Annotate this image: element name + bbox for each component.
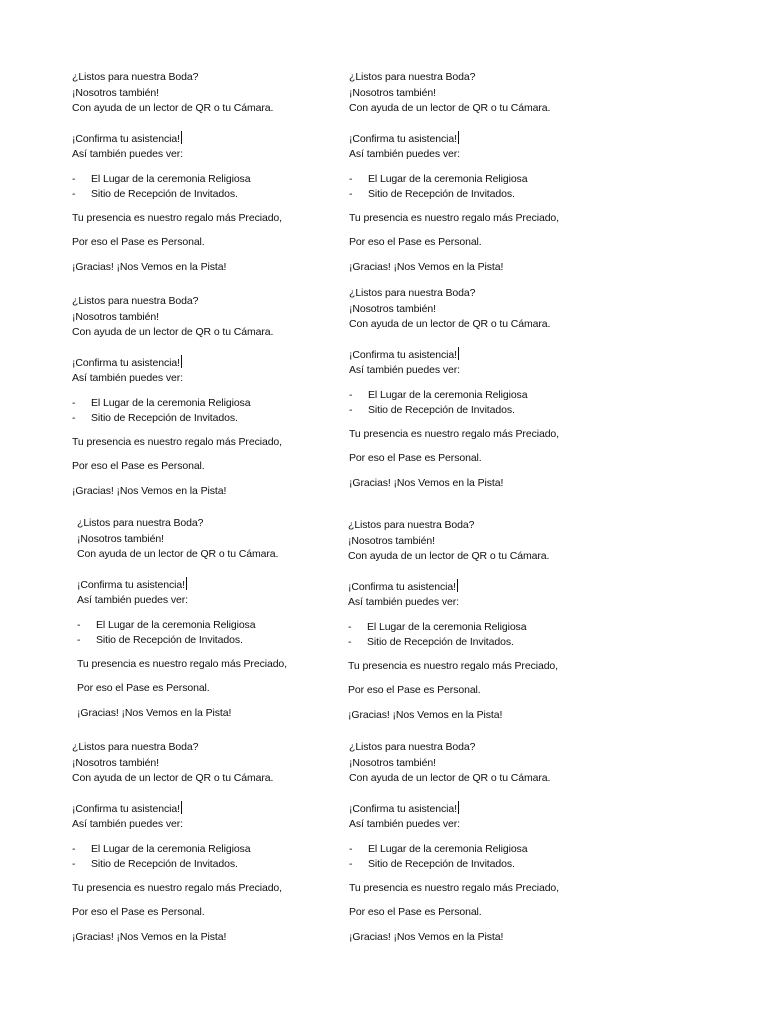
pass-text: Por eso el Pase es Personal. [348,684,481,696]
list-item: - Sitio de Recepción de Invitados. [349,857,515,870]
presence-text: Tu presencia es nuestro regalo más Preciado, [72,435,282,448]
heading-exclaim: ¡Nosotros también! [349,302,436,315]
heading-exclaim: ¡Nosotros también! [77,532,164,545]
pass-text: Por eso el Pase es Personal. [77,682,210,694]
info-list [349,172,639,202]
qr-instruction: Con ayuda de un lector de QR o tu Cámara. [72,102,274,114]
list-item: - El Lugar de la ceremonia Religiosa [349,842,528,855]
list-dash: - [348,620,352,633]
confirm-text: ¡Confirma tu asistencia! [72,132,180,145]
heading-exclaim: ¡Nosotros también! [72,86,159,99]
list-dash: - [349,842,353,855]
info-list [349,842,639,872]
confirm-text: ¡Confirma tu asistencia! [72,356,180,369]
list-dash: - [72,842,76,855]
pass-text: Por eso el Pase es Personal. [349,236,482,248]
list-dash: - [349,388,353,401]
also-see-text: Así también puedes ver: [349,364,460,376]
confirm-text: ¡Confirma tu asistencia! [77,578,185,591]
text-cursor [457,579,458,592]
list-item: - El Lugar de la ceremonia Religiosa [348,620,527,633]
presence-text: Tu presencia es nuestro regalo más Preciado, [72,881,282,894]
list-item: - El Lugar de la ceremonia Religiosa [349,172,528,185]
invitation-block [72,294,362,499]
list-dash: - [349,403,353,416]
invitation-block [349,740,639,945]
invitation-block [72,740,362,945]
presence-text: Tu presencia es nuestro regalo más Preciado, [72,211,282,224]
text-cursor [186,577,187,590]
confirm-text: ¡Confirma tu asistencia! [72,802,180,815]
qr-instruction: Con ayuda de un lector de QR o tu Cámara. [72,326,274,338]
confirm-text: ¡Confirma tu asistencia! [349,348,457,361]
list-item: - El Lugar de la ceremonia Religiosa [349,388,528,401]
thanks-text: ¡Gracias! ¡Nos Vemos en la Pista! [349,930,504,943]
invitation-block [349,70,639,275]
page-bottom-margin [0,948,768,1024]
heading-exclaim: ¡Nosotros también! [348,534,435,547]
info-list [349,388,639,418]
qr-instruction: Con ayuda de un lector de QR o tu Cámara. [77,548,279,560]
list-item: - El Lugar de la ceremonia Religiosa [72,396,251,409]
info-list [72,396,362,426]
list-dash: - [72,857,76,870]
also-see-text: Así también puedes ver: [72,372,183,384]
qr-instruction: Con ayuda de un lector de QR o tu Cámara. [348,550,550,562]
qr-instruction: Con ayuda de un lector de QR o tu Cámara. [349,318,551,330]
also-see-text: Así también puedes ver: [72,818,183,830]
presence-text: Tu presencia es nuestro regalo más Preciado, [348,659,558,672]
thanks-text: ¡Gracias! ¡Nos Vemos en la Pista! [72,484,227,497]
thanks-text: ¡Gracias! ¡Nos Vemos en la Pista! [72,930,227,943]
thanks-text: ¡Gracias! ¡Nos Vemos en la Pista! [77,706,232,719]
text-cursor [181,801,182,814]
thanks-text: ¡Gracias! ¡Nos Vemos en la Pista! [349,260,504,273]
presence-text: Tu presencia es nuestro regalo más Preciado, [77,657,287,670]
qr-instruction: Con ayuda de un lector de QR o tu Cámara. [349,102,551,114]
heading-exclaim: ¡Nosotros también! [72,756,159,769]
also-see-text: Así también puedes ver: [349,148,460,160]
pass-text: Por eso el Pase es Personal. [349,906,482,918]
confirm-text: ¡Confirma tu asistencia! [349,802,457,815]
text-cursor [181,131,182,144]
list-dash: - [77,618,81,631]
pass-text: Por eso el Pase es Personal. [72,236,205,248]
pass-text: Por eso el Pase es Personal. [72,460,205,472]
info-list [348,620,638,650]
heading-exclaim: ¡Nosotros también! [349,756,436,769]
heading-question: ¿Listos para nuestra Boda? [72,71,199,83]
qr-instruction: Con ayuda de un lector de QR o tu Cámara. [349,772,551,784]
heading-question: ¿Listos para nuestra Boda? [72,741,199,753]
list-item: - El Lugar de la ceremonia Religiosa [72,842,251,855]
list-item: - Sitio de Recepción de Invitados. [72,187,238,200]
invitation-block [72,70,362,275]
text-cursor [181,355,182,368]
info-list [77,618,367,648]
invitation-block [348,518,638,723]
text-cursor [458,801,459,814]
qr-instruction: Con ayuda de un lector de QR o tu Cámara. [72,772,274,784]
list-item: - Sitio de Recepción de Invitados. [349,403,515,416]
thanks-text: ¡Gracias! ¡Nos Vemos en la Pista! [348,708,503,721]
presence-text: Tu presencia es nuestro regalo más Preciado, [349,881,559,894]
presence-text: Tu presencia es nuestro regalo más Preciado, [349,211,559,224]
info-list [72,172,362,202]
pass-text: Por eso el Pase es Personal. [349,452,482,464]
confirm-text: ¡Confirma tu asistencia! [349,132,457,145]
list-item: - Sitio de Recepción de Invitados. [348,635,514,648]
list-dash: - [349,187,353,200]
heading-question: ¿Listos para nuestra Boda? [72,295,199,307]
presence-text: Tu presencia es nuestro regalo más Preciado, [349,427,559,440]
list-item: - Sitio de Recepción de Invitados. [77,633,243,646]
pass-text: Por eso el Pase es Personal. [72,906,205,918]
list-dash: - [72,187,76,200]
list-dash: - [349,172,353,185]
list-dash: - [72,172,76,185]
also-see-text: Así también puedes ver: [77,594,188,606]
text-cursor [458,131,459,144]
list-dash: - [348,635,352,648]
list-item: - El Lugar de la ceremonia Religiosa [77,618,256,631]
also-see-text: Así también puedes ver: [348,596,459,608]
list-dash: - [349,857,353,870]
text-cursor [458,347,459,360]
heading-question: ¿Listos para nuestra Boda? [348,519,475,531]
heading-question: ¿Listos para nuestra Boda? [349,71,476,83]
heading-exclaim: ¡Nosotros también! [72,310,159,323]
thanks-text: ¡Gracias! ¡Nos Vemos en la Pista! [349,476,504,489]
list-dash: - [77,633,81,646]
heading-exclaim: ¡Nosotros también! [349,86,436,99]
also-see-text: Así también puedes ver: [349,818,460,830]
heading-question: ¿Listos para nuestra Boda? [349,287,476,299]
invitation-block [77,516,367,721]
heading-question: ¿Listos para nuestra Boda? [349,741,476,753]
also-see-text: Así también puedes ver: [72,148,183,160]
thanks-text: ¡Gracias! ¡Nos Vemos en la Pista! [72,260,227,273]
invitation-block [349,286,639,491]
list-dash: - [72,411,76,424]
list-item: - El Lugar de la ceremonia Religiosa [72,172,251,185]
list-dash: - [72,396,76,409]
info-list [72,842,362,872]
heading-question: ¿Listos para nuestra Boda? [77,517,204,529]
list-item: - Sitio de Recepción de Invitados. [72,411,238,424]
confirm-text: ¡Confirma tu asistencia! [348,580,456,593]
list-item: - Sitio de Recepción de Invitados. [349,187,515,200]
list-item: - Sitio de Recepción de Invitados. [72,857,238,870]
